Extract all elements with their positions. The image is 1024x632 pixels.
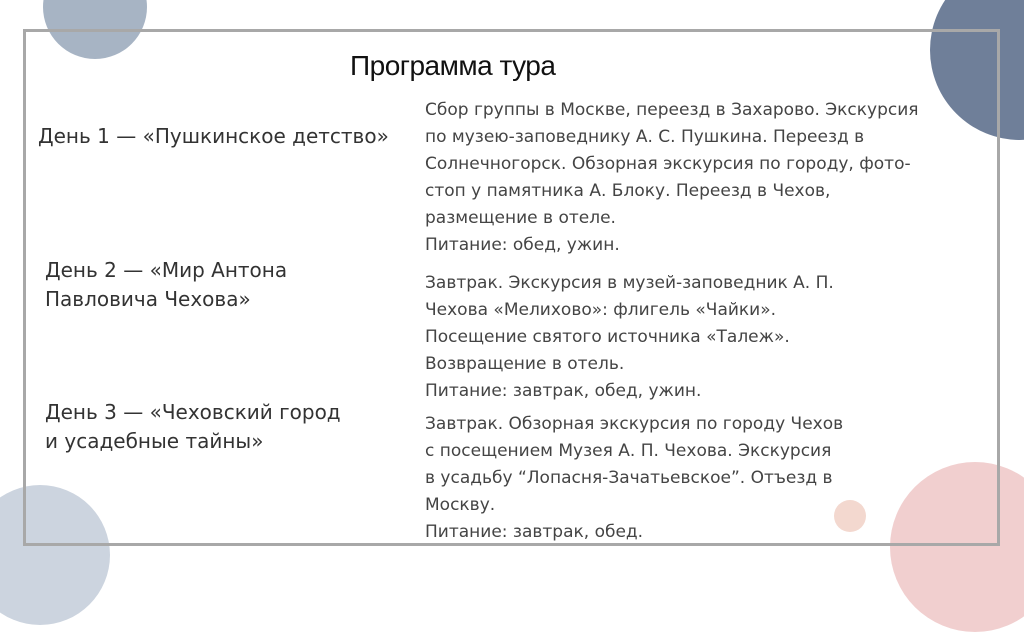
day-2-label-line: Павловича Чехова»: [45, 287, 251, 311]
day-3-description-line: с посещением Музея А. П. Чехова. Экскурсия: [425, 441, 832, 461]
day-3-label-line: День 3 — «Чеховский город: [45, 400, 341, 424]
day-1-description-line: по музею-заповеднику А. С. Пушкина. Переезд в: [425, 127, 865, 147]
day-2-description: [425, 270, 965, 405]
day-1-label: [38, 122, 389, 151]
day-1-description-line: стоп у памятника А. Блоку. Переезд в Чехов,: [425, 181, 831, 201]
page-title: Программа тура: [350, 50, 556, 81]
day-1-label-line: День 1 — «Пушкинское детство»: [38, 124, 389, 148]
day-2-label: [45, 256, 345, 314]
day-2-description-line: Возвращение в отель.: [425, 354, 625, 374]
day-3-description-line: Питание: завтрак, обед.: [425, 522, 644, 542]
day-3-description-line: Завтрак. Обзорная экскурсия по городу Чехов: [425, 414, 844, 434]
day-1-description: [425, 97, 965, 259]
day-2-description-line: Питание: завтрак, обед, ужин.: [425, 381, 702, 401]
day-1-description-line: Солнечногорск. Обзорная экскурсия по городу, фото-: [425, 154, 911, 174]
day-3-description-line: в усадьбу “Лопасня-Зачатьевское”. Отъезд в: [425, 468, 833, 488]
day-3-label-line: и усадебные тайны»: [45, 429, 264, 453]
day-2-description-line: Чехова «Мелихово»: флигель «Чайки».: [425, 300, 777, 320]
day-1-description-line: Питание: обед, ужин.: [425, 235, 620, 255]
day-1-description-line: размещение в отеле.: [425, 208, 616, 228]
day-2-description-line: Посещение святого источника «Талеж».: [425, 327, 790, 347]
day-3-description: [425, 411, 965, 546]
day-3-description-line: Москву.: [425, 495, 496, 515]
day-2-label-line: День 2 — «Мир Антона: [45, 258, 288, 282]
day-1-description-line: Сбор группы в Москве, переезд в Захарово. Экскурсия: [425, 100, 919, 120]
day-2-description-line: Завтрак. Экскурсия в музей-заповедник А. П.: [425, 273, 834, 293]
day-3-label: [45, 398, 365, 456]
